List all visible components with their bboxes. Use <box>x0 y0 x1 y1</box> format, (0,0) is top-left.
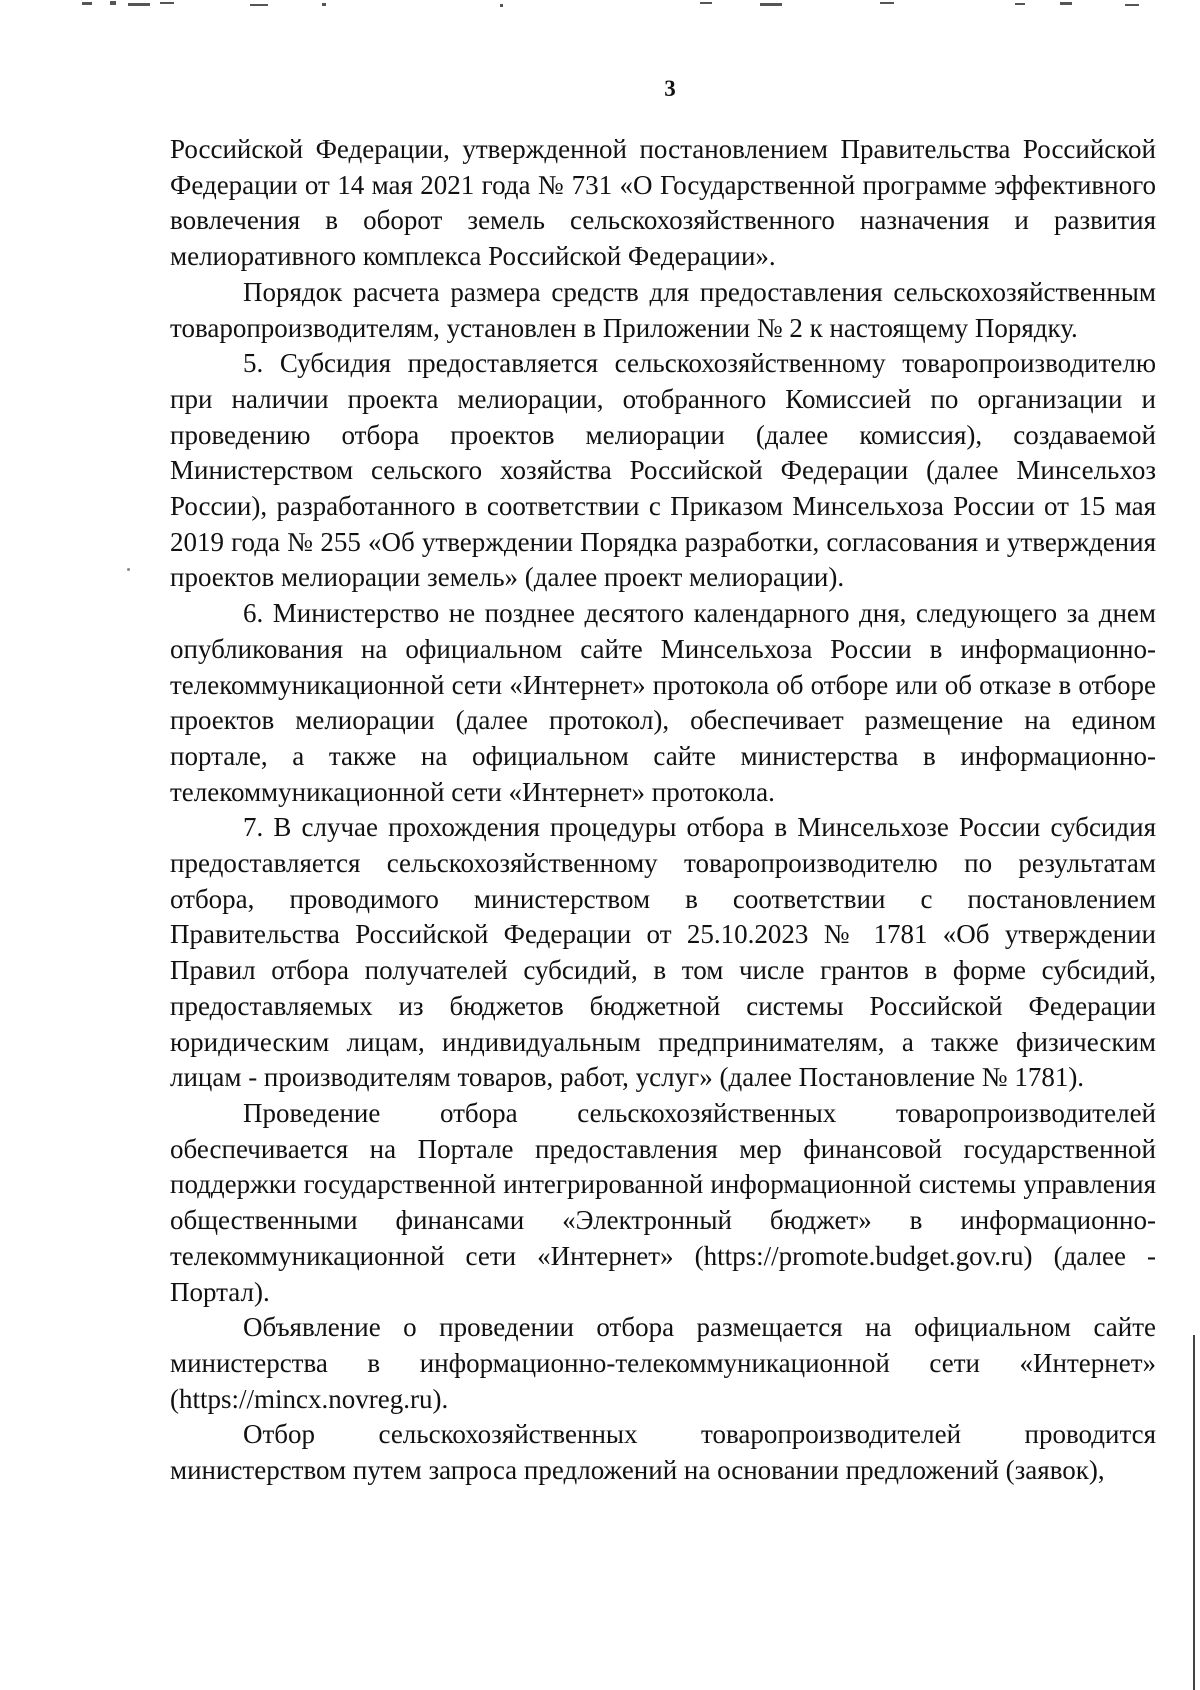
document-body <box>170 132 1156 1489</box>
page-number: 3 <box>664 76 676 101</box>
paragraph-portal: Проведение отбора сельскохозяйственных товаропроизводителей обеспечивается на Портале предоставления мер финансовой государственной поддержки государственной интегрированной информационной системы управления общественными финансами «Электронный бюджет» в информационно-телекоммуникационной сети «Интернет» (https://promote.budget.gov.ru) (далее - Портал). <box>170 1097 1156 1307</box>
scan-artifact-right-edge <box>1193 1335 1195 1690</box>
paragraph-item-7: 7. В случае прохождения процедуры отбора в Минсельхозе России субсидия предоставляется сельскохозяйственному товаропроизводителю по результатам отбора, проводимого министерством в соответствии с постановлением Правительства Российской Федерации от 25.10.2023 № 1781 «Об утверждении Правил отбора получателей субсидий, в том числе грантов в форме субсидий, предоставляемых из бюджетов бюджетной системы Российской Федерации юридическим лицам, индивидуальным предпринимателям, а также физическим лицам - производителям товаров, работ, услуг» (далее Постановление № 1781). <box>170 812 1156 1093</box>
scan-artifact-top-edge <box>0 0 1200 14</box>
paragraph-continuation: Российской Федерации, утвержденной постановлением Правительства Российской Федерации от 14 мая 2021 года № 731 «О Государственной программе эффективного вовлечения в оборот земель сельскохозяйственного назначения и развития мелиоративного комплекса Российской Федерации». <box>170 134 1156 272</box>
scan-speck <box>127 568 130 571</box>
paragraph-announcement: Объявление о проведении отбора размещается на официальном сайте министерства в информационно-телекоммуникационной сети «Интернет» (https://mincx.novreg.ru). <box>170 1312 1156 1414</box>
paragraph-item-6: 6. Министерство не позднее десятого календарного дня, следующего за днем опубликования на официальном сайте Минсельхоза России в информационно-телекоммуникационной сети «Интернет» протокола об отборе или об отказе в отборе проектов мелиорации (далее протокол), обеспечивает размещение на едином портале, а также на официальном сайте министерства в информационно-телекоммуникационной сети «Интернет» протокола. <box>170 598 1156 807</box>
paragraph-calculation-order: Порядок расчета размера средств для предоставления сельскохозяйственным товаропроизводителям, установлен в Приложении № 2 к настоящему Порядку. <box>170 276 1156 343</box>
paragraph-selection: Отбор сельскохозяйственных товаропроизводителей проводится министерством путем запроса предложений на основании предложений (заявок), <box>170 1419 1156 1486</box>
paragraph-item-5: 5. Субсидия предоставляется сельскохозяйственному товаропроизводителю при наличии проекта мелиорации, отобранного Комиссией по организации и проведению отбора проектов мелиорации (далее комиссия), создаваемой Министерством сельского хозяйства Российской Федерации (далее Минсельхоз России), разработанного в соответствии с Приказом Минсельхоза России от 15 мая 2019 года № 255 «Об утверждении Порядка разработки, согласования и утверждения проектов мелиорации земель» (далее проект мелиорации). <box>170 348 1156 593</box>
